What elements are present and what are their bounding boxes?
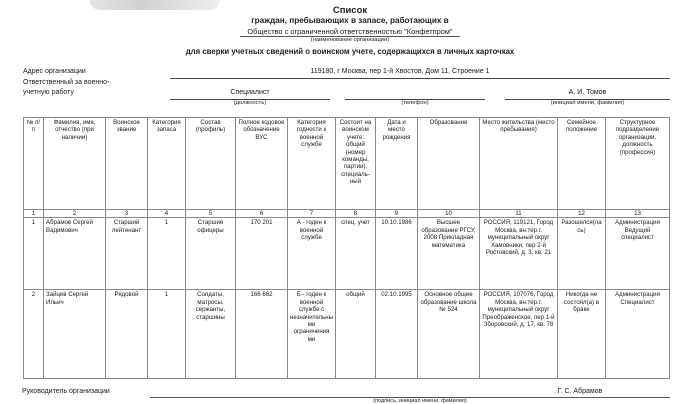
col-header: Состоит на воинском учете: общий (номер команды, партии), специаль-ный: [336, 118, 376, 210]
cell-reserve-category: 1: [148, 290, 186, 379]
cell-index: 2: [24, 290, 44, 379]
head-caption: (подпись, инициал имени, фамилия): [373, 398, 467, 404]
col-number: 6: [236, 210, 288, 218]
cell-registration: общий: [336, 290, 376, 379]
col-number: 10: [418, 210, 480, 218]
cell-index: 1: [24, 218, 44, 290]
cell-vus-code: 170 201: [236, 218, 288, 290]
col-header: Структурное подразделение организации, должность (профессия): [606, 118, 670, 210]
cell-rank: Рядовой: [106, 290, 148, 379]
cell-residence: РОССИЯ, 119121, Город Москва, вн.тер.г. муниципальный округ Хамовники, пер 2-й Ростовский, д. 3, кв. 21: [480, 218, 558, 290]
address-value: 119180, г Москва, пер 1-й Хвостов, Дом 11, Строение 1: [310, 68, 490, 75]
cell-rank: Старший лейтенант: [106, 218, 148, 290]
col-number: 2: [44, 210, 106, 218]
org-caption: (наименование организации): [310, 37, 390, 43]
col-header: Семейное положение: [558, 118, 606, 210]
col-header: Образование: [418, 118, 480, 210]
table-row: [24, 290, 670, 379]
cell-education: Высшее образование РГСУ, 2008 Прикладная математика: [418, 218, 480, 290]
phone-caption: (телефон): [401, 100, 429, 106]
col-number: 3: [106, 210, 148, 218]
address-underline: [170, 78, 670, 79]
position-caption: (должность): [233, 100, 267, 106]
head-label: Руководитель организации: [22, 388, 110, 395]
cell-birth: 10.10.1986: [376, 218, 418, 290]
col-header: Полное кодовое обозначение ВУС: [236, 118, 288, 210]
cell-full-name: Зайцев Сергей Ильич: [44, 290, 106, 379]
cell-composition: Старшие офицеры: [186, 218, 236, 290]
col-number: 12: [558, 210, 606, 218]
col-number: 13: [606, 210, 670, 218]
doc-title: Список: [332, 5, 368, 16]
cell-marital: Разошелся(лась): [558, 218, 606, 290]
col-header: Категория годности к военной службе: [288, 118, 336, 210]
col-number: 1: [24, 210, 44, 218]
table-header-row: [24, 118, 670, 210]
col-number: 5: [186, 210, 236, 218]
col-header: Место жительства (место пребывания): [480, 118, 558, 210]
col-header: Фамилия, имя, отчество (при наличии): [44, 118, 106, 210]
cell-marital: Никогда не состоял(а) в браке: [558, 290, 606, 379]
col-header: Категория запаса: [148, 118, 186, 210]
address-label: Адрес организации: [23, 68, 86, 75]
cell-registration: спец. учет: [336, 218, 376, 290]
col-number: 8: [336, 210, 376, 218]
responsible-label-1: Ответственный за военно-: [23, 79, 110, 86]
cell-position: Администрация Специалист: [606, 290, 670, 379]
col-header: № п/п: [24, 118, 44, 210]
col-number: 9: [376, 210, 418, 218]
cell-education: Основное общее образование школа № 524: [418, 290, 480, 379]
cell-composition: Солдаты, матросы, сержанты, старшины: [186, 290, 236, 379]
col-number: 11: [480, 210, 558, 218]
col-header: Состав (профиль): [186, 118, 236, 210]
head-name: Г. С. Абрамов: [557, 388, 603, 395]
col-header: Дата и место рождения: [376, 118, 418, 210]
col-header: Воинское звание: [106, 118, 148, 210]
responsible-name: А. И. Томов: [568, 89, 607, 96]
cell-fitness: Б - годен к военной службе с незначительными ограничения ми: [288, 290, 336, 379]
cell-residence: РОССИЯ, 107076, Город Москва, вн.тер.г. муниципальный округ Преображенское, пер 1-й Зборовский, д. 17, кв. 78: [480, 290, 558, 379]
col-number: 7: [288, 210, 336, 218]
cell-birth: 02.10.1995: [376, 290, 418, 379]
cell-fitness: А - годен к военной службе: [288, 218, 336, 290]
cell-position: Администрация Ведущий специалист: [606, 218, 670, 290]
column-number-row: [24, 210, 670, 218]
doc-purpose: для сверки учетных сведений о воинском учете, содержащихся в личных карточках: [185, 47, 515, 56]
doc-subtitle: граждан, пребывающих в запасе, работающих в: [251, 16, 449, 25]
responsible-position: Специалист: [230, 89, 270, 96]
responsible-label-2: учетную работу: [23, 89, 74, 96]
table-row: [24, 218, 670, 290]
org-name: Общество с ограниченной ответственностью "Конфетпром": [247, 27, 453, 36]
name-caption: (инициал имени, фамилия): [550, 100, 625, 106]
cell-reserve-category: 1: [148, 218, 186, 290]
reservists-table: [23, 117, 670, 379]
cell-full-name: Абрамов Сергей Вадимович: [44, 218, 106, 290]
col-number: 4: [148, 210, 186, 218]
cell-vus-code: 166 662: [236, 290, 288, 379]
